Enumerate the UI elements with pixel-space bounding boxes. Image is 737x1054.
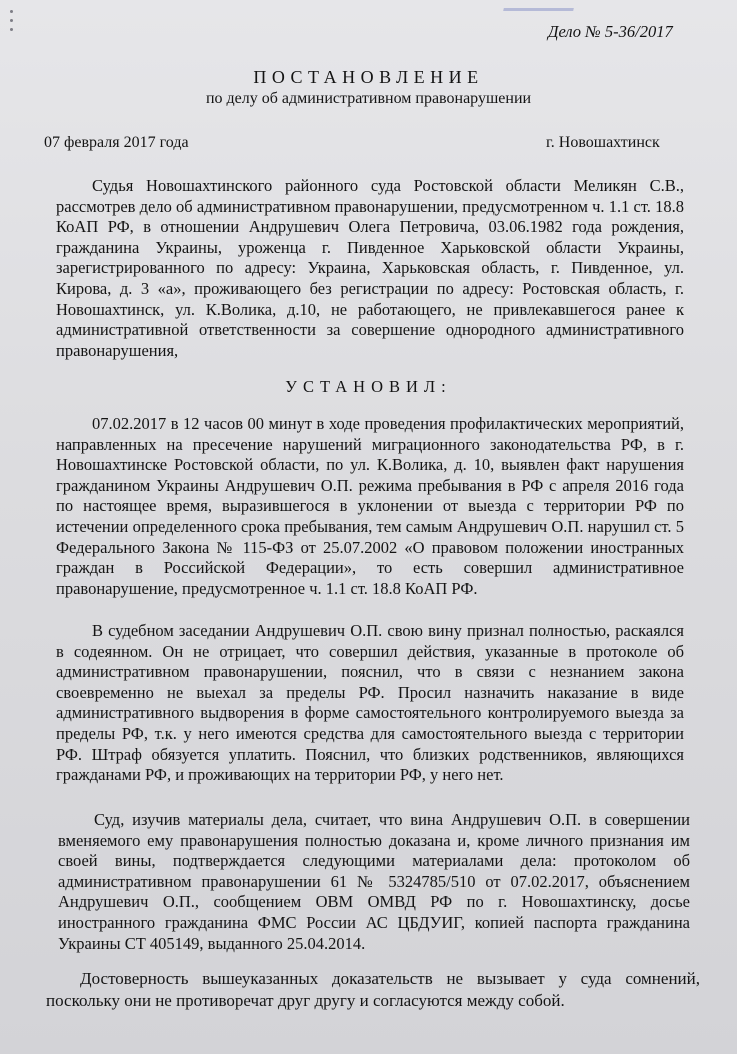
body-paragraph-1: 07.02.2017 в 12 часов 00 минут в ходе проведения профилактических мероприятий, направленных на пресечение нарушений миграционного законодательства РФ, в г. Новошахтинске Ростовской области, по ул. К.Волика, д. 10, выявлен факт нарушения гражданином Украины Андрушевич О.П. режима пребывания в РФ с апреля 2016 года по настоящее время, выразившегося в уклонении от выезда с территории РФ по истечении определенного срока пребывания, тем самым Андрушевич О.П. нарушил ст. 5 Федерального Закона № 115-ФЗ от 25.07.2002 «О правовом положении иностранных граждан в Российской Федерации», то есть совершил административное правонарушение, предусмотренное ч. 1.1 ст. 18.8 КоАП РФ. [56, 414, 684, 598]
document-subtitle: по делу об административном правонарушении [205, 90, 532, 107]
body-paragraph-2: В судебном заседании Андрушевич О.П. свою вину признал полностью, раскаялся в содеянном. Он не отрицает, что совершил действия, указанные в протоколе об административном правонарушении, пояснил, что в связи с незнанием закона своевременно не выехал за пределы РФ. Просил назначить наказание в виде административного выдворения в форме самостоятельного контролируемого выезда за пределы РФ, т.к. у него имеются средства для самостоятельного выезда с территории РФ. Штраф обязуется уплатить. Пояснил, что близких родственников, являющихся гражданами РФ, и проживающих на территории РФ, у него нет. [56, 621, 684, 785]
case-number: Дело № 5-36/2017 [548, 22, 673, 41]
body-paragraph-3: Суд, изучив материалы дела, считает, что вина Андрушевич О.П. в совершении вменяемого ему правонарушения полностью доказана и, кроме личного признания им своей вины, подтверждается следующими материалами дела: протоколом об административном правонарушении 61 № 5324785/510 от 07.02.2017, объяснением Андрушевич О.П., сообщением ОВМ ОМВД РФ по г. Новошахтинску, досье иностранного гражданина ФМС России АС ЦБДУИГ, копией паспорта гражданина Украины СТ 405149, выданного 25.04.2014. [58, 810, 690, 953]
stamp-fragment [503, 0, 577, 11]
document-title: ПОСТАНОВЛЕНИЕ [253, 67, 484, 87]
section-heading: УСТАНОВИЛ: [285, 377, 452, 396]
body-paragraph-4: Достоверность вышеуказанных доказательств не вызывает у суда сомнений, поскольку они не противоречат друг другу и согласуются между собой. [46, 969, 700, 1010]
intro-paragraph: Судья Новошахтинского районного суда Ростовской области Меликян С.В., рассмотрев дело об административном правонарушении, предусмотренном ч. 1.1 ст. 18.8 КоАП РФ, в отношении Андрушевич Олега Петровича, 03.06.1982 года рождения, гражданина Украины, уроженца г. Пивденное Харьковской области Украины, зарегистрированного по адресу: Украина, Харьковская область, г. Пивденное, ул. Кирова, д. 3 «а», проживающего без регистрации по адресу: Ростовская область, г. Новошахтинск, ул. К.Волика, д.10, не работающего, не привлекавшегося ранее к административной ответственности за совершение однородного административного правонарушения, [56, 176, 684, 360]
document-date: 07 февраля 2017 года [44, 134, 189, 151]
punch-marks [6, 10, 18, 50]
document-city: г. Новошахтинск [546, 134, 660, 151]
